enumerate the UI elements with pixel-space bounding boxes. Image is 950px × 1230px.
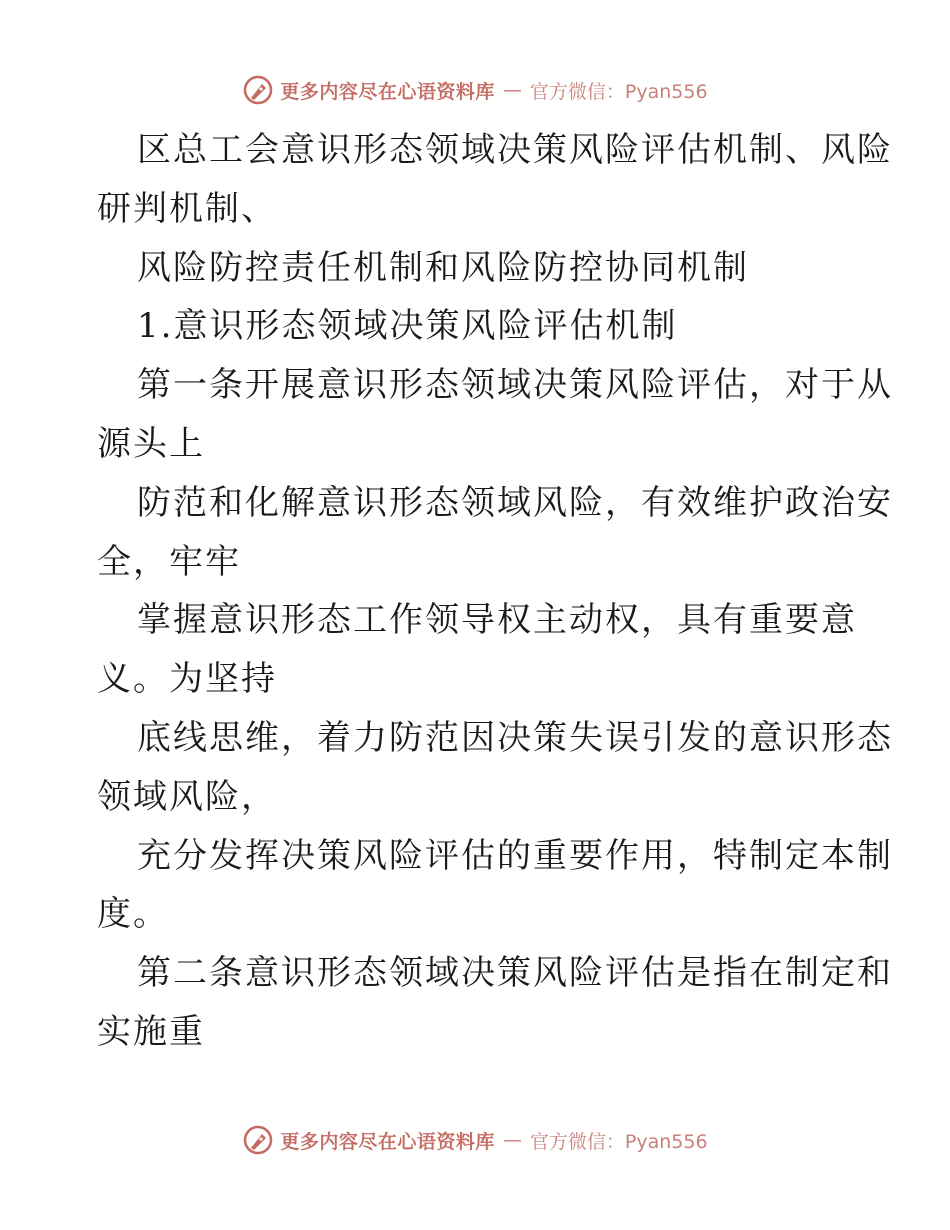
paragraph-line: 实施重	[97, 1011, 205, 1052]
paragraph-line: 防范和化解意识形态领域风险，有效维护政治安	[137, 482, 893, 523]
footer-watermark	[0, 1120, 950, 1160]
paragraph-line: 研判机制、	[97, 188, 277, 229]
document-body	[97, 121, 893, 1062]
header-watermark	[0, 70, 950, 110]
pen-nib-logo-icon	[242, 1124, 274, 1156]
watermark-wechat-text: 官方微信：Pyan556	[529, 1130, 708, 1153]
paragraph-line: 度。	[97, 894, 169, 935]
watermark-brand-text: 更多内容尽在心语资料库	[280, 1130, 495, 1153]
paragraph-line: 源头上	[97, 423, 205, 464]
watermark-separator: —	[502, 79, 522, 101]
paragraph-line: 区总工会意识形态领域决策风险评估机制、风险	[137, 130, 893, 170]
paragraph-line: 充分发挥决策风险评估的重要作用，特制定本制	[137, 835, 893, 876]
pen-nib-logo-icon	[242, 74, 274, 106]
section-heading: 1.意识形态领域决策风险评估机制	[137, 306, 678, 347]
paragraph-line: 第一条开展意识形态领域决策风险评估，对于从	[137, 365, 893, 406]
paragraph-line: 领域风险，	[97, 776, 277, 817]
paragraph-line: 全，牢牢	[97, 541, 241, 582]
paragraph-line: 风险防控责任机制和风险防控协同机制	[137, 247, 749, 288]
watermark-wechat-text: 官方微信：Pyan556	[529, 80, 708, 103]
watermark-separator: —	[502, 1129, 522, 1151]
paragraph-line: 掌握意识形态工作领导权主动权，具有重要意	[137, 600, 857, 641]
watermark-brand-text: 更多内容尽在心语资料库	[280, 80, 495, 103]
paragraph-line: 底线思维，着力防范因决策失误引发的意识形态	[137, 717, 893, 758]
paragraph-line: 第二条意识形态领域决策风险评估是指在制定和	[137, 953, 893, 994]
paragraph-line: 义。为坚持	[97, 659, 277, 700]
